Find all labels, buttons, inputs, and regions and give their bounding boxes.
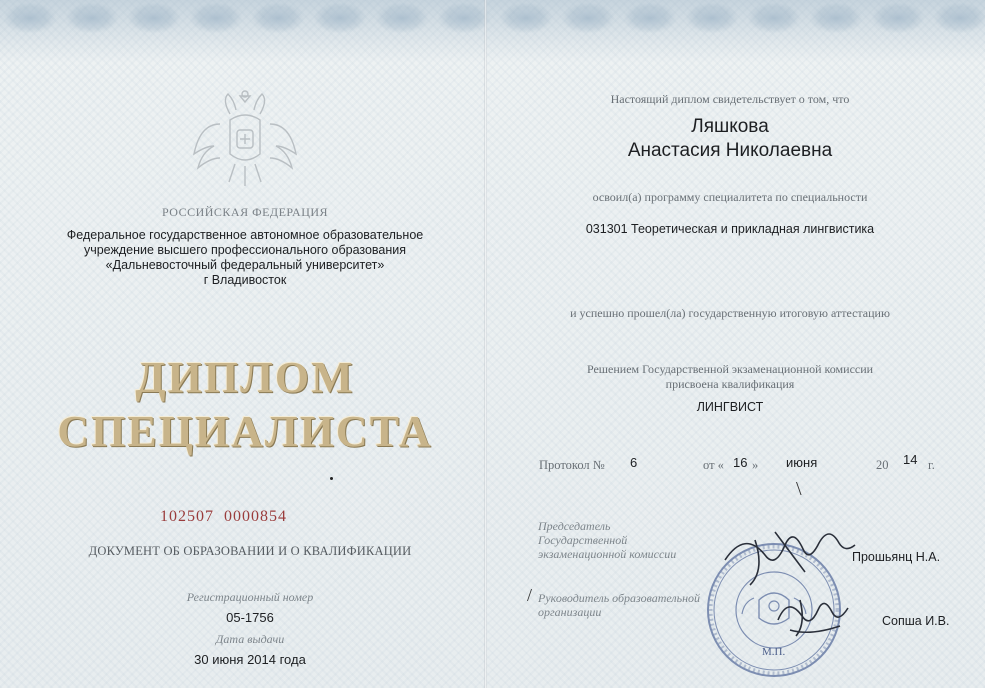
program-name: 031301 Теоретическая и прикладная лингвистика xyxy=(585,222,875,236)
chair-label-line: экзаменационной комиссии xyxy=(538,547,677,561)
institution-line: «Дальневосточный федеральный университет» xyxy=(105,258,385,272)
intro-text: Настоящий диплом свидетельствует о том, что xyxy=(610,92,850,106)
chair-label-line: Председатель xyxy=(538,519,611,533)
protocol-label: Протокол № xyxy=(539,458,605,472)
ink-dot xyxy=(330,477,333,480)
graduate-surname: Ляшкова xyxy=(691,116,769,137)
chair-signature-icon xyxy=(715,520,865,590)
institution-block xyxy=(40,228,450,288)
head-label-line: организации xyxy=(538,605,602,619)
chair-label xyxy=(538,519,698,561)
mastered-text: освоил(а) программу специалитета по специальности xyxy=(592,190,868,204)
protocol-year-prefix: 20 xyxy=(876,458,889,472)
institution-line: учреждение высшего профессионального образования xyxy=(83,243,407,257)
ink-slash: / xyxy=(527,585,533,605)
protocol-number: 6 xyxy=(630,455,638,470)
protocol-year-abbr: г. xyxy=(928,458,935,472)
issue-date-label: Дата выдачи xyxy=(215,632,285,646)
diploma-title-line1: ДИПЛОМ xyxy=(135,353,355,402)
serial-digits: 0000854 xyxy=(224,508,287,525)
institution-line: Федеральное государственное автономное образовательное xyxy=(66,228,424,242)
ink-tick: \ xyxy=(796,478,802,500)
coat-of-arms-icon xyxy=(190,84,300,194)
diploma-title-line2: СПЕЦИАЛИСТА xyxy=(57,407,433,456)
protocol-month: июня xyxy=(786,455,818,470)
decision-text-line2: присвоена квалификация xyxy=(665,377,795,391)
protocol-day: 16 xyxy=(733,455,748,470)
protocol-year-suffix: 14 xyxy=(903,452,918,467)
issue-date: 30 июня 2014 года xyxy=(194,652,306,667)
institution-city: г Владивосток xyxy=(203,273,287,287)
chair-label-line: Государственной xyxy=(538,533,628,547)
seal-mark: М.П. xyxy=(762,646,786,658)
guilloche-border xyxy=(0,0,985,62)
registration-label: Регистрационный номер xyxy=(186,590,314,604)
serial-series: 102507 xyxy=(160,508,214,525)
document-type: ДОКУМЕНТ ОБ ОБРАЗОВАНИИ И О КВАЛИФИКАЦИИ xyxy=(88,544,412,558)
serial-number xyxy=(160,508,297,526)
chair-name: Прошьянц Н.А. xyxy=(852,550,941,564)
graduate-given-names: Анастасия Николаевна xyxy=(627,140,833,161)
head-label-line: Руководитель образовательной xyxy=(538,591,701,605)
passed-text: и успешно прошел(ла) государственную итоговую аттестацию xyxy=(570,306,890,320)
registration-number: 05-1756 xyxy=(226,610,274,625)
head-name: Сопша И.В. xyxy=(882,614,950,628)
page-fold xyxy=(484,0,487,688)
country-label: РОССИЙСКАЯ ФЕДЕРАЦИЯ xyxy=(161,205,329,219)
decision-text-line1: Решением Государственной экзаменационной комиссии xyxy=(586,362,874,376)
protocol-day-close: » xyxy=(752,458,759,472)
protocol-from-label: от « xyxy=(703,458,724,472)
head-signature-icon xyxy=(770,590,860,640)
qualification: ЛИНГВИСТ xyxy=(696,400,764,414)
